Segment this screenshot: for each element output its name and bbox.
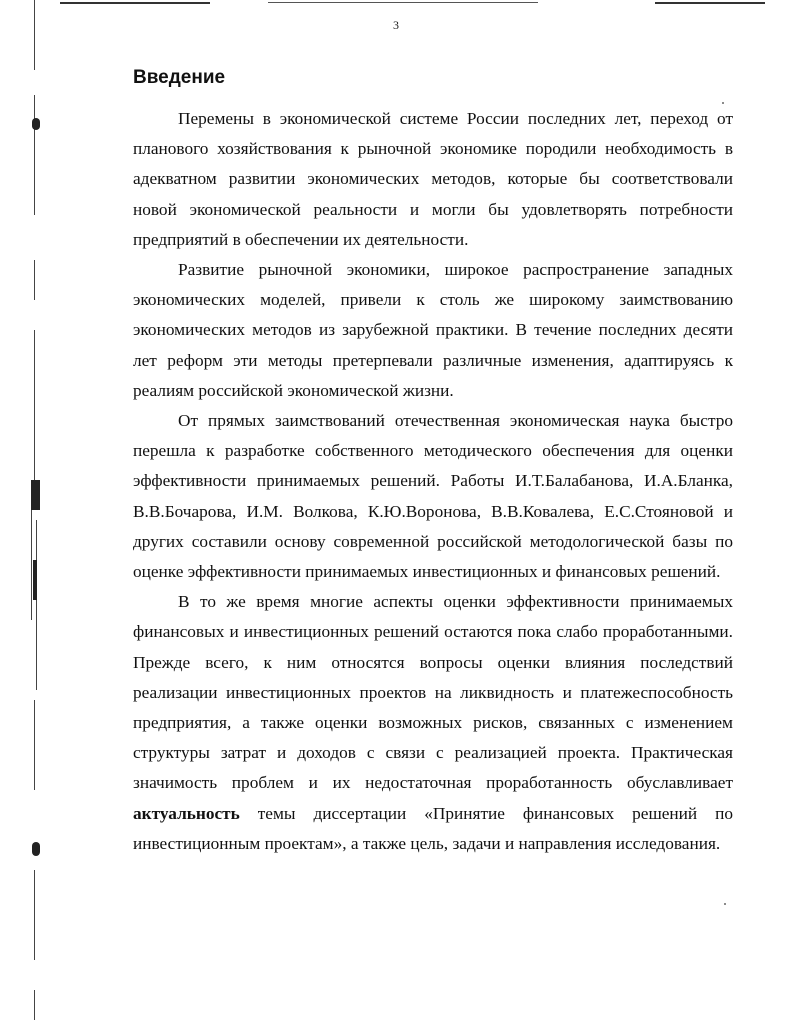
paragraph: От прямых заимствований отечественная экономическая наука быстро перешла к разработке собственного методического обеспечения для оценки эффективности принимаемых решений. Работы И.Т.Балабанова, И.А.Бланка, В.В.Бочарова, И.М. Волкова, К.Ю.Воронова, В.В.Ковалева, Е.С.Стояновой и других составили основу современной российской методологической базы по оценке эффективности принимаемых инвестиционных и финансовых решений. [133, 411, 733, 582]
section-heading: Введение [133, 67, 226, 88]
scan-speck [722, 102, 724, 104]
paragraph: Развитие рыночной экономики, широкое распространение западных экономических моделей, привели к столь же широкому заимствованию экономических методов из зарубежной практики. В течение последних десяти лет реформ эти методы претерпевали различные изменения, адаптируясь к реалиям российской экономической жизни. [133, 260, 733, 400]
scan-speck [724, 903, 726, 905]
scan-top-rule [268, 2, 538, 3]
scan-binding-edge [28, 0, 40, 1024]
paragraph: Перемены в экономической системе России последних лет, переход от планового хозяйствования к рыночной экономике породили необходимость в адекватном развитии экономических методов, которые бы соответствовали новой экономической реальности и могли бы удовлетворять потребности предприятий в обеспечении их деятельности. [133, 109, 733, 249]
paragraph-text: темы диссертации «Принятие финансовых решений по инвестиционным проектам», а также цель, задачи и направления исследования. [133, 803, 733, 853]
scan-top-rule [655, 2, 765, 4]
scan-top-rule [60, 2, 210, 4]
paragraph [133, 587, 733, 859]
paragraph-text: В то же время многие аспекты оценки эффективности принимаемых финансовых и инвестиционных решений остаются пока слабо проработанными. Прежде всего, к ним относятся вопросы оценки влияния последствий реализации инвестиционных проектов на ликвидность и платежеспособность предприятия, а также оценки возможных рисков, связанных с изменением структуры затрат и доходов с связи с реализацией проекта. Практическая значимость проблем и их недостаточная проработанность обуславливает [133, 592, 733, 793]
body-text [133, 104, 733, 859]
emphasis-term: актуальность [133, 803, 240, 823]
page-number: 3 [393, 18, 399, 32]
